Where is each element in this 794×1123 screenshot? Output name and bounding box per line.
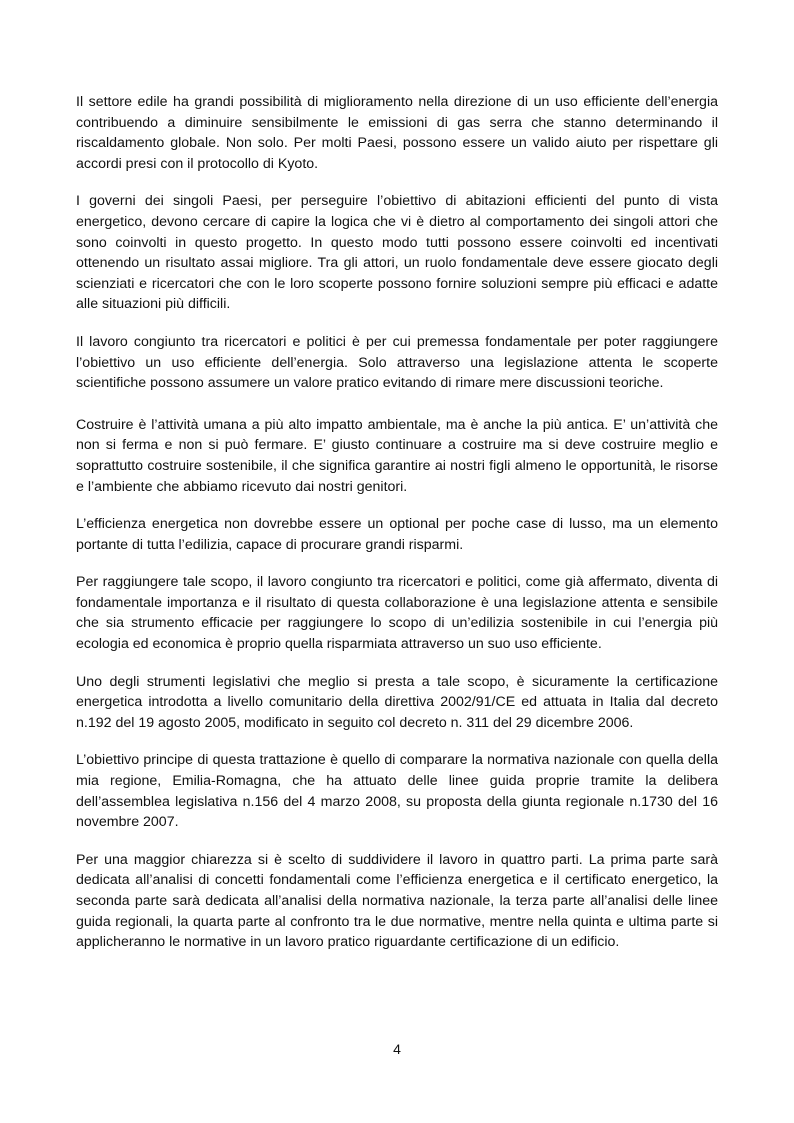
paragraph: L’obiettivo principe di questa trattazione è quello di comparare la normativa nazionale con quella della mia regione, Emilia-Romagna, che ha attuato delle linee guida proprie tramite la delibera dell’assemblea legislativa n.156 del 4 marzo 2008, su proposta della giunta regionale n.1730 del 16 novembre 2007. <box>76 752 718 831</box>
paragraph: Costruire è l’attività umana a più alto impatto ambientale, ma è anche la più antica. E’ un’attività che non si ferma e non si può fermare. E’ giusto continuare a costruire ma si deve costruire meglio e soprattutto costruire sostenibile, il che significa garantire ai nostri figli almeno le opportunità, le risorse e l’ambiente che abbiamo ricevuto dai nostri genitori. <box>76 416 718 495</box>
paragraph: Per raggiungere tale scopo, il lavoro congiunto tra ricercatori e politici, come già affermato, diventa di fondamentale importanza e il risultato di questa collaborazione è una legislazione attenta e sensibile che sia strumento efficacie per raggiungere lo scopo di un’edilizia sostenibile in cui l’energia più ecologia ed economica è proprio quella risparmiata attraverso un suo uso efficiente. <box>76 574 718 653</box>
page-number: 4 <box>393 1041 401 1057</box>
paragraph: Uno degli strumenti legislativi che meglio si presta a tale scopo, è sicuramente la certificazione energetica introdotta a livello comunitario della direttiva 2002/91/CE ed attuata in Italia dal decreto n.192 del 19 agosto 2005, modificato in seguito col decreto n. 311 del 29 dicembre 2006. <box>76 673 718 731</box>
paragraph: I governi dei singoli Paesi, per perseguire l’obiettivo di abitazioni efficienti del punto di vista energetico, devono cercare di capire la logica che vi è dietro al comportamento dei singoli attori che sono coinvolti in questo progetto. In questo modo tutti possono essere coinvolti ed incentivati ottenendo un risultato assai migliore. Tra gli attori, un ruolo fondamentale deve essere giocato degli scienziati e ricercatori che con le loro scoperte possono fornire soluzioni sempre più efficaci e adatte alle situazioni più difficili. <box>76 193 718 313</box>
paragraph: L’efficienza energetica non dovrebbe essere un optional per poche case di lusso, ma un elemento portante di tutta l’edilizia, capace di procurare grandi risparmi. <box>76 516 718 553</box>
paragraph: Il settore edile ha grandi possibilità di miglioramento nella direzione di un uso efficiente dell’energia contribuendo a diminuire sensibilmente le emissioni di gas serra che stanno determinando il riscaldamento globale. Non solo. Per molti Paesi, possono essere un valido aiuto per rispettare gli accordi presi con il protocollo di Kyoto. <box>76 94 718 172</box>
paragraph: Per una maggior chiarezza si è scelto di suddividere il lavoro in quattro parti. La prima parte sarà dedicata all’analisi di concetti fondamentali come l’efficienza energetica e il certificato energetico, la seconda parte sarà dedicata all’analisi della normativa nazionale, la terza parte all’analisi delle linee guida regionali, la quarta parte al confronto tra le due normative, mentre nella quinta e ultima parte si applicheranno le normative in un lavoro pratico riguardante certificazione di un edificio. <box>76 851 718 951</box>
paragraph: Il lavoro congiunto tra ricercatori e politici è per cui premessa fondamentale per poter raggiungere l’obiettivo un uso efficiente dell’energia. Solo attraverso una legislazione attenta le scoperte scientifiche possono assumere un valore pratico evitando di rimare mere discussioni teoriche. <box>76 333 718 392</box>
document-body <box>76 92 718 970</box>
